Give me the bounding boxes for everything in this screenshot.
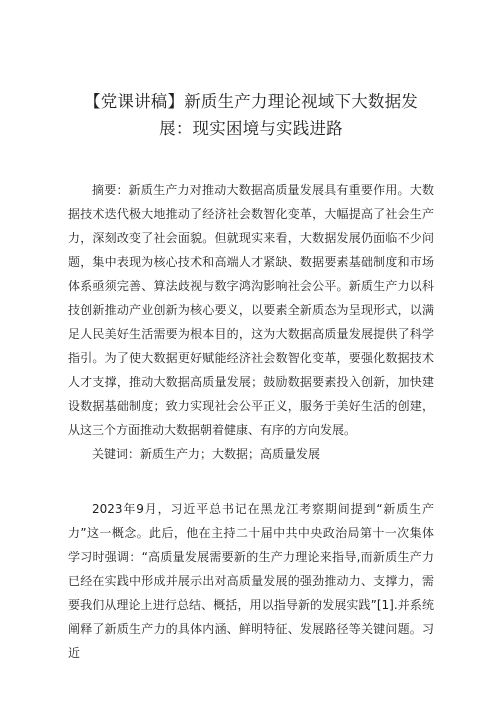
keywords-line: 关键词：新质生产力；大数据；高质量发展: [92, 447, 321, 461]
body-paragraph: 2023年9月，习近平总书记在黑龙江考察期间提到“新质生产力”这一概念。此后，他在主持二十届中共中央政治局第十一次集体学习时强调：“高质量发展需要新的生产力理论来指导,而新质生产力已经在实践中形成并展示出对高质量发展的强劲推动力、支撑力，需要我们从理论上进行总结、概括，用以指导新的发展实践”[1].并系统阐释了新质生产力的具体内涵、鲜明特征、发展路径等关键问题。习近: [68, 502, 434, 660]
abstract-paragraph: 摘要：新质生产力对推动大数据高质量发展具有重要作用。大数据技术迭代极大地推动了经济社会数智化变革，大幅提高了社会生产力，深刻改变了社会面貌。但就现实来看，大数据发展仍面临不少问题，集中表现为核心技术和高端人才紧缺、数据要素基础制度和市场体系亟须完善、算法歧视与数字鸿沟影响社会公平。新质生产力以科技创新推动产业创新为核心要义，以要素全新质态为呈现形式，以满足人民美好生活需要为根本目的，这为大数据高质量发展提供了科学指引。为了使大数据更好赋能经济社会数智化变革，要强化数据技术人才支撑，推动大数据高质量发展；鼓励数据要素投入创新，加快建设数据基础制度；致力实现社会公平正义，服务于美好生活的创建，从这三个方面推动大数据朝着健康、有序的方向发展。: [68, 183, 434, 437]
document-title: 【党课讲稿】新质生产力理论视域下大数据发展：现实困境与实践进路: [84, 92, 418, 138]
